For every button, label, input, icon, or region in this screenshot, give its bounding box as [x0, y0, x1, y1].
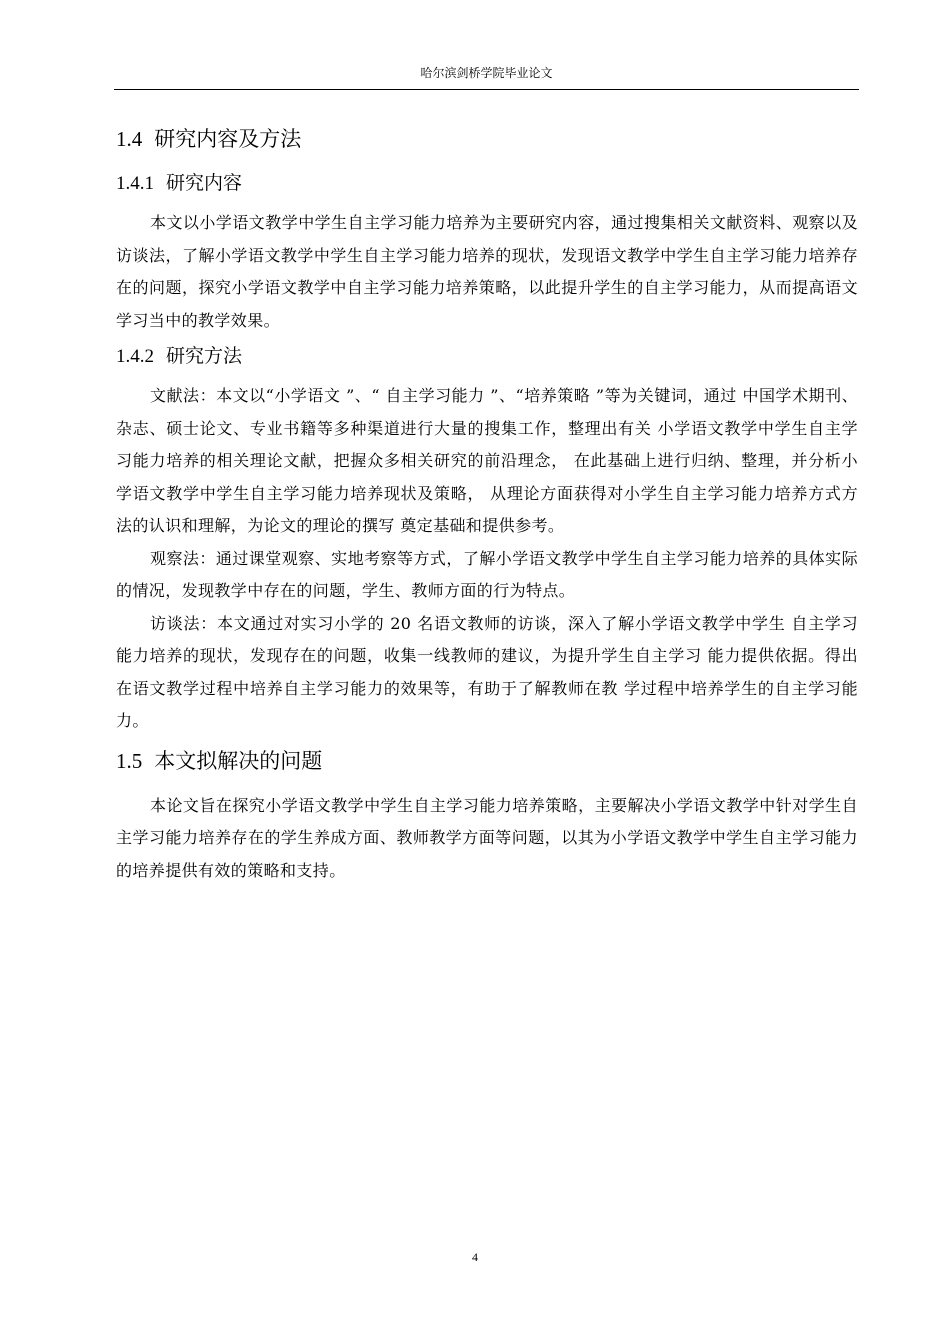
section-title: 研究方法: [166, 345, 243, 367]
document-body: [116, 122, 858, 887]
section-heading-1-4-2: [116, 341, 858, 372]
paragraph-interview-method: 访谈法：本文通过对实习小学的 20 名语文教师的访谈，深入了解小学语文教学中学生 自主学习能力培养的现状，发现存在的问题，收集一线教师的建议，为提升学生自主学习 能力提供依据。得出在语文教学过程中培养自主学习能力的效果等，有助于了解教师在教 学过程中培养学生的自主学习能力。: [116, 613, 858, 730]
header-divider: [114, 89, 859, 90]
section-number: 1.5: [116, 748, 143, 773]
section-number: 1.4: [116, 127, 143, 151]
paragraph-literature-method: 文献法：本文以“小学语文 ”、“ 自主学习能力 ”、“培养策略 ”等为关键词，通过 中国学术期刊、杂志、硕士论文、专业书籍等多种渠道进行大量的搜集工作，整理出有关 小学语文教学中学生自主学习能力培养的相关理论文献，把握众多相关研究的前沿理念， 在此基础上进行归纳、整理，并分析小学语文教学中学生自主学习能力培养现状及策略， 从理论方面获得对小学生自主学习能力培养方式方法的认识和理解，为论文的理论的撰写 奠定基础和提供参考。: [116, 386, 858, 535]
page-header-title: 哈尔滨剑桥学院毕业论文: [420, 66, 553, 80]
section-title: 研究内容: [166, 172, 243, 194]
paragraph-observation-method: 观察法：通过课堂观察、实地考察等方式，了解小学语文教学中学生自主学习能力培养的具体实际的情况，发现教学中存在的问题，学生、教师方面的行为特点。: [116, 548, 858, 600]
section-heading-1-4: [116, 122, 858, 156]
section-heading-1-4-1: [116, 168, 858, 199]
paragraph-problems-to-solve: 本论文旨在探究小学语文教学中学生自主学习能力培养策略，主要解决小学语文教学中针对学生自主学习能力培养存在的学生养成方面、教师教学方面等问题，以其为小学语文教学中学生自主学习能力的培养提供有效的策略和支持。: [116, 795, 858, 880]
section-title: 研究内容及方法: [154, 127, 302, 151]
section-title: 本文拟解决的问题: [154, 748, 323, 773]
section-number: 1.4.2: [116, 346, 154, 367]
paragraph-research-content: 本文以小学语文教学中学生自主学习能力培养为主要研究内容，通过搜集相关文献资料、观察以及访谈法，了解小学语文教学中学生自主学习能力培养的现状，发现语文教学中学生自主学习能力培养存在的问题，探究小学语文教学中自主学习能力培养策略，以此提升学生的自主学习能力，从而提高语文学习当中的教学效果。: [116, 213, 858, 330]
page-number: 4: [472, 1250, 478, 1264]
section-number: 1.4.1: [116, 173, 154, 194]
section-heading-1-5: [116, 744, 858, 778]
